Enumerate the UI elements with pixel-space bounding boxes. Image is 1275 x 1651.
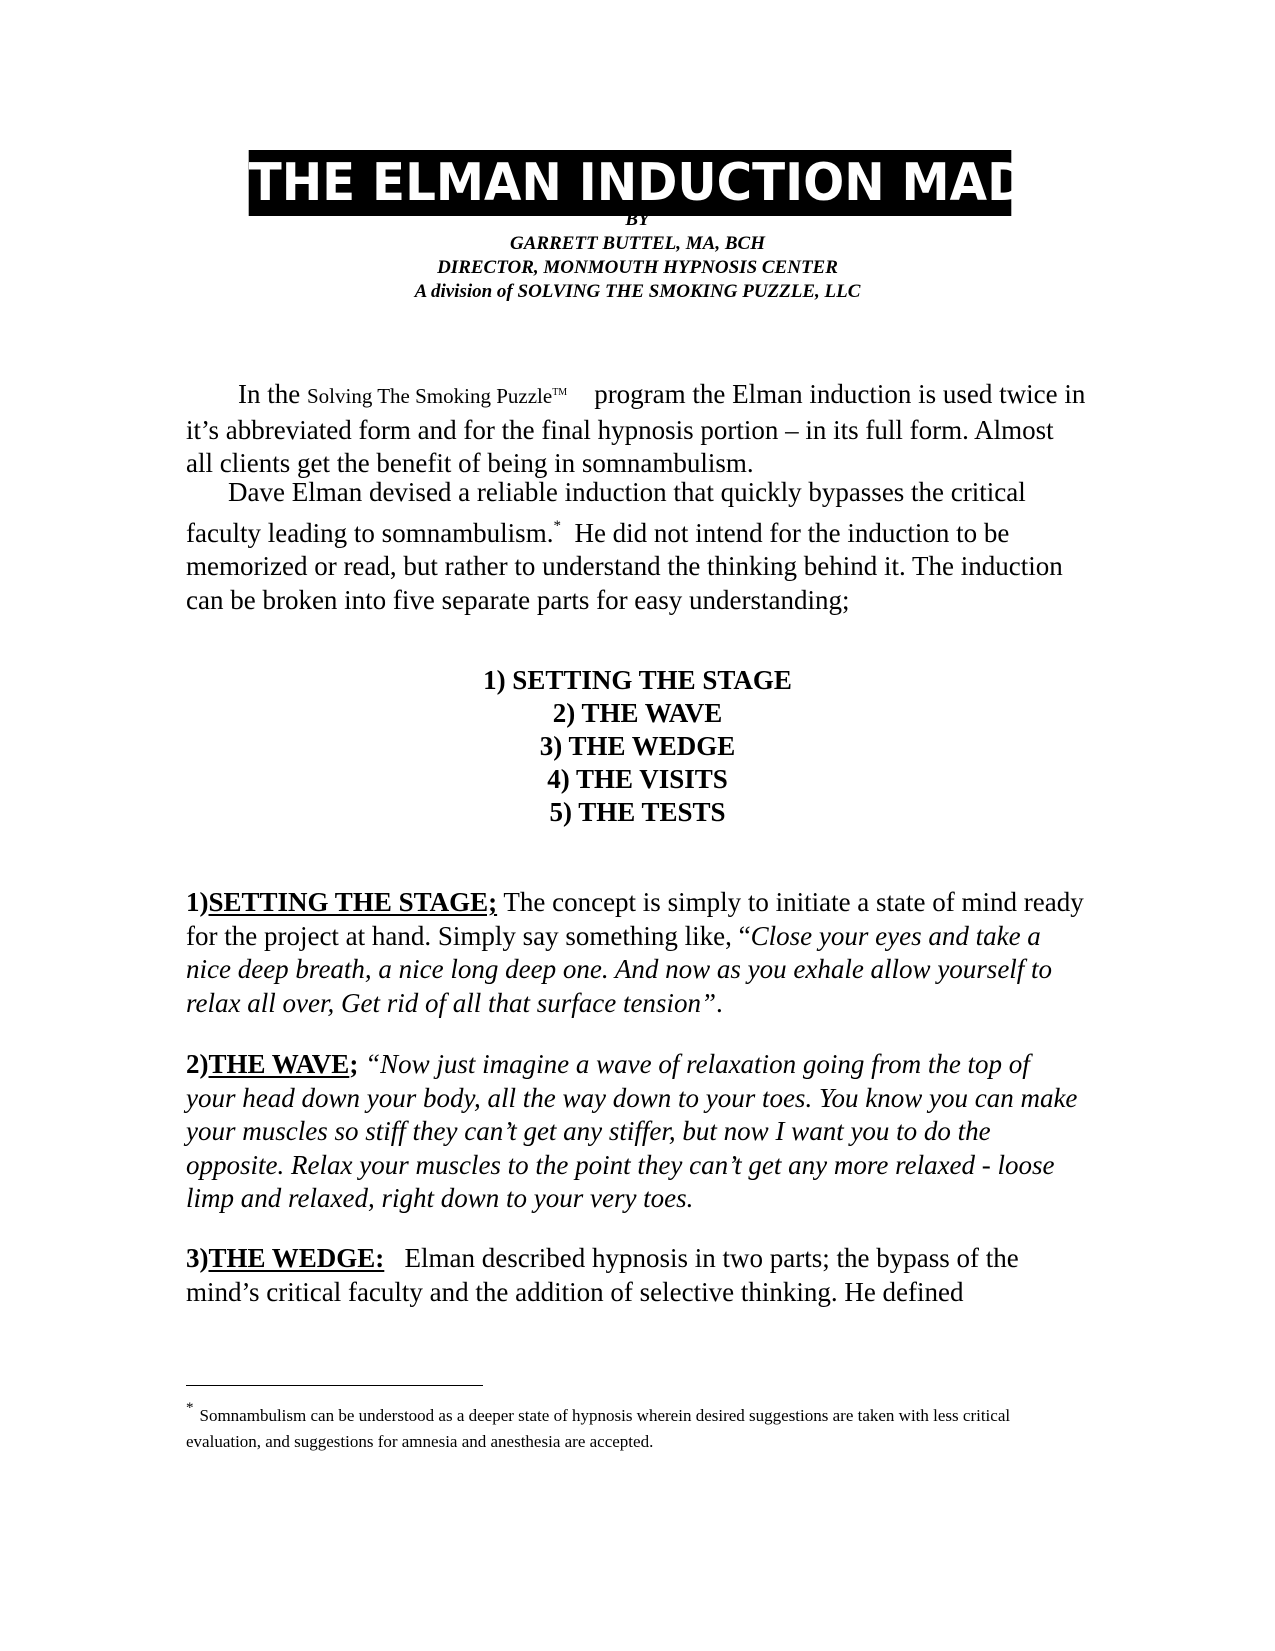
author-position: DIRECTOR, MONMOUTH HYPNOSIS CENTER	[437, 257, 838, 278]
list-item: 2) THE WAVE	[552, 698, 723, 728]
section-the-wedge	[186, 1242, 1086, 1309]
document-title: THE ELMAN INDUCTION MADE EASY	[249, 150, 1012, 216]
section-number: 3)	[186, 1243, 209, 1273]
intro-paragraph-2	[186, 476, 1086, 617]
section-number: 1)	[186, 887, 209, 917]
section-end: .	[715, 987, 723, 1018]
intro-lead: In the	[238, 379, 307, 409]
section-the-wave	[186, 1048, 1086, 1216]
section-text: Elman described hypnosis in two parts; the bypass of the mind’s critical faculty and the addition of selective thinking. He defined	[186, 1243, 1019, 1307]
section-text: The concept is simply to initiate a state of mind ready for the project at hand. Simply say something like, “	[186, 887, 1084, 951]
parts-list	[0, 664, 1275, 829]
footnote-mark: *	[186, 1400, 194, 1416]
section-semicolon: ;	[349, 1049, 359, 1079]
section-heading: THE WAVE	[208, 1049, 350, 1079]
footnote-divider	[186, 1385, 483, 1386]
intro-paragraph-1	[186, 376, 1086, 481]
list-item: 4) THE VISITS	[547, 764, 728, 794]
section-quote: Close your eyes and take a nice deep breath, a nice long deep one. And now as you exhale allow yourself to relax all over, Get rid of all that surface tension”	[186, 920, 1053, 1018]
footnote-text: Somnambulism can be understood as a deeper state of hypnosis wherein desired suggestions are taken with less critical evaluation, and suggestions for amnesia and anesthesia are accepted.	[186, 1406, 1011, 1451]
intro-p2-b: He did not intend for the induction to be memorized or read, but rather to understand the thinking behind it. The induction can be broken into five separate parts for easy understanding;	[186, 517, 1063, 615]
section-heading: THE WEDGE:	[208, 1243, 385, 1273]
organization-division: A division of SOLVING THE SMOKING PUZZLE, LLC	[414, 281, 861, 302]
trademark-mark: TM	[552, 387, 568, 398]
intro-rest: program the Elman induction is used twice in it’s abbreviated form and for the final hypnosis portion – in its full form. Almost all clients get the benefit of being in somnambulism.	[186, 379, 1086, 478]
section-heading: SETTING THE STAGE;	[208, 887, 498, 917]
byline-by: BY	[625, 209, 650, 230]
footnote	[186, 1395, 1086, 1455]
section-number: 2)	[186, 1049, 209, 1079]
author-name: GARRETT BUTTEL, MA, BCH	[510, 233, 765, 254]
list-item: 3) THE WEDGE	[539, 731, 736, 761]
intro-p2-a: Dave Elman devised a reliable induction that quickly bypasses the critical faculty leading to somnambulism.	[186, 477, 1026, 548]
footnote-reference: *	[553, 517, 561, 534]
program-name: Solving The Smoking Puzzle	[306, 384, 553, 408]
section-setting-the-stage	[186, 886, 1086, 1020]
section-quote: “Now just imagine a wave of relaxation going from the top of your head down your body, all the way down to your toes. You know you can make your muscles so stiff they can’t get any stiffer, but now I want you to do the opposite. Relax your muscles to the point they can’t get any more relaxed - loose limp and relaxed, right down to your very toes.	[186, 1049, 1078, 1213]
list-item: 1) SETTING THE STAGE	[483, 665, 792, 695]
list-item: 5) THE TESTS	[549, 797, 726, 827]
